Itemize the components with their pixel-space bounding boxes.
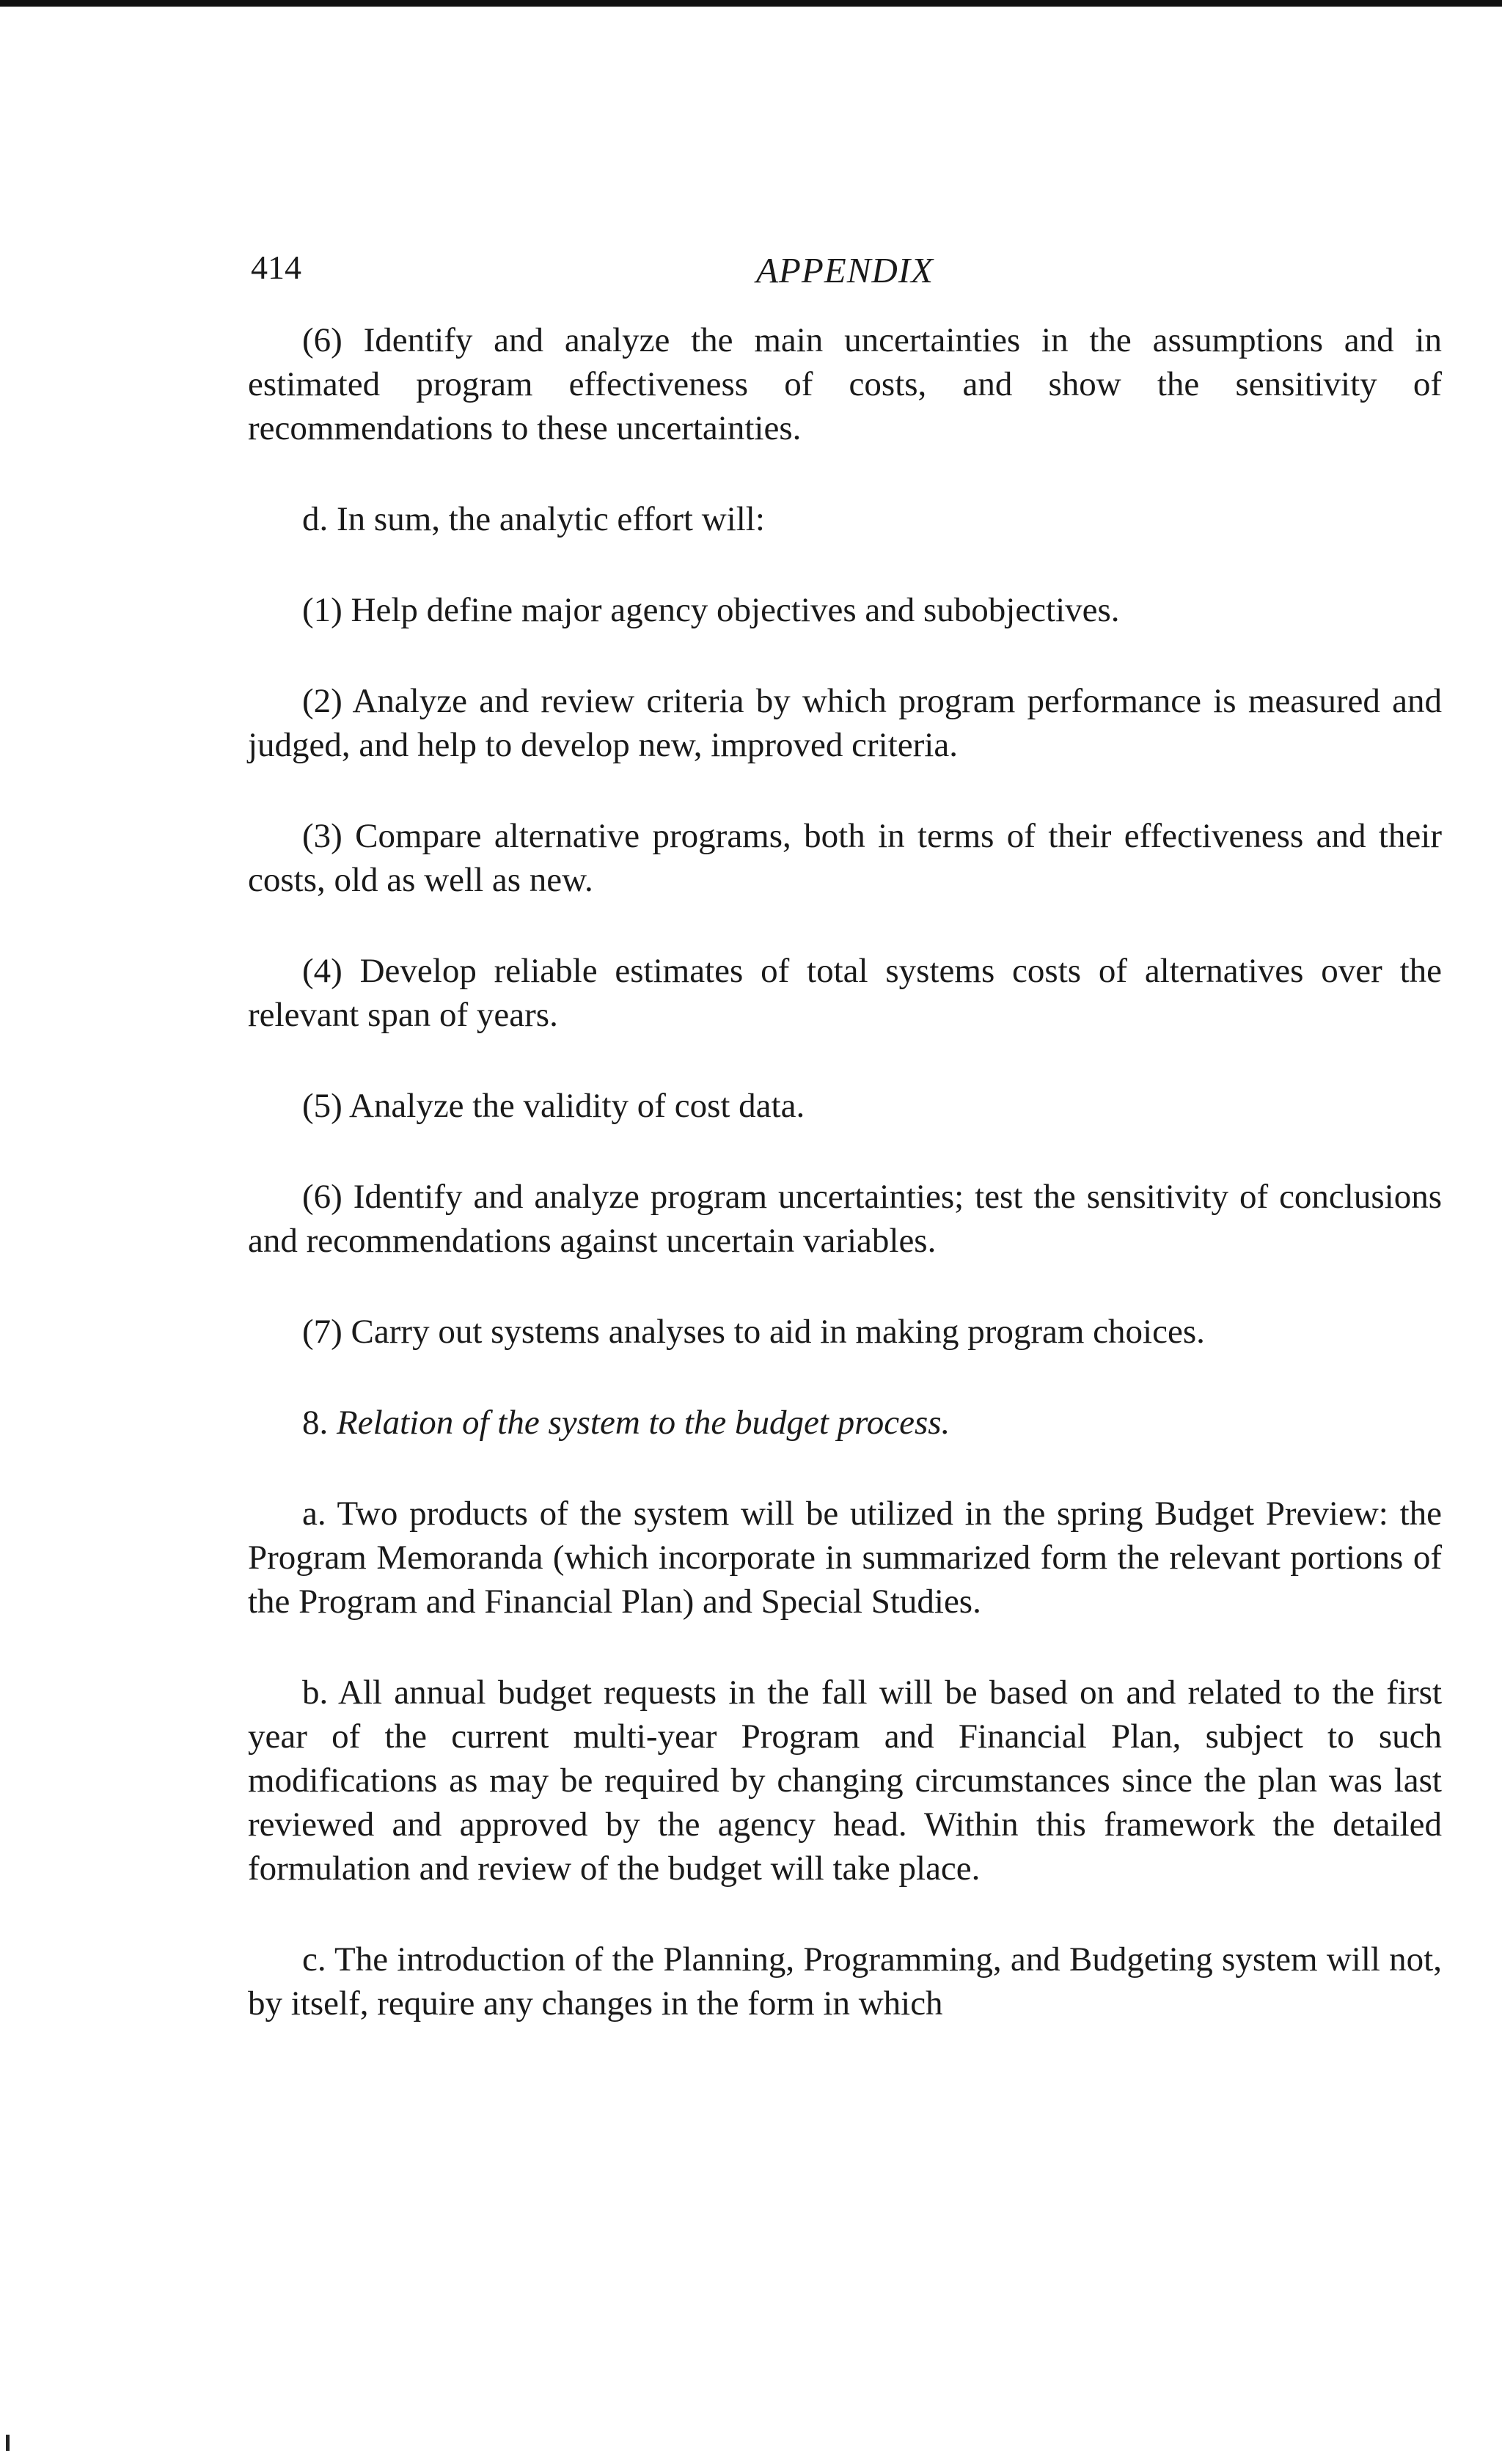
paragraph-7-systems-analyses: (7) Carry out systems analyses to aid in making program choices. bbox=[302, 1313, 1205, 1351]
scan-corner-mark bbox=[6, 2435, 10, 2451]
page-number: 414 bbox=[251, 249, 301, 286]
running-head bbox=[248, 242, 1442, 299]
section-title: Relation of the system to the budget process. bbox=[337, 1404, 950, 1442]
book-page bbox=[248, 242, 1442, 2025]
paragraph-c-ppb-introduction: c. The introduction of the Planning, Programming, and Budgeting system will not, by itself, require any changes in the form in which bbox=[248, 1940, 1442, 2023]
paragraph-4-cost-estimates: (4) Develop reliable estimates of total systems costs of alternatives over the relevant span of years. bbox=[248, 952, 1442, 1034]
paragraph-5-cost-data: (5) Analyze the validity of cost data. bbox=[302, 1087, 805, 1125]
running-title: APPENDIX bbox=[755, 250, 934, 290]
section-heading bbox=[248, 1401, 1442, 1445]
paragraph-3-compare-programs: (3) Compare alternative programs, both in terms of their effectiveness and their costs, old as well as new. bbox=[248, 817, 1442, 899]
paragraph-2-criteria: (2) Analyze and review criteria by which program performance is measured and judged, and help to develop new, improved criteria. bbox=[248, 682, 1442, 764]
paragraph-a-budget-preview: a. Two products of the system will be utilized in the spring Budget Preview: the Program Memoranda (which incorporate in summarized form the relevant portions of the Program and Financial Plan) and Special Studies. bbox=[248, 1495, 1442, 1621]
paragraph-d-analytic-effort: d. In sum, the analytic effort will: bbox=[302, 500, 765, 538]
paragraph-b-budget-requests: b. All annual budget requests in the fall will be based on and related to the first year of the current multi-year Program and Financial Plan, subject to such modifications as may be required by changing circumstances since the plan was last reviewed and approved by the agency head. Within this framework the detailed formulation and review of the budget will take place. bbox=[248, 1673, 1442, 1888]
section-number: 8. bbox=[302, 1404, 329, 1442]
paragraph-1-objectives: (1) Help define major agency objectives and subobjectives. bbox=[302, 591, 1120, 629]
paragraph-6-program-uncertainties: (6) Identify and analyze program uncertainties; test the sensitivity of conclusions and recommendations against uncertain variables. bbox=[248, 1178, 1442, 1260]
paragraph-6-uncertainties: (6) Identify and analyze the main uncertainties in the assumptions and in estimated program effectiveness of costs, and show the sensitivity of recommendations to these uncertainties. bbox=[248, 321, 1442, 447]
top-scan-border bbox=[0, 0, 1502, 7]
